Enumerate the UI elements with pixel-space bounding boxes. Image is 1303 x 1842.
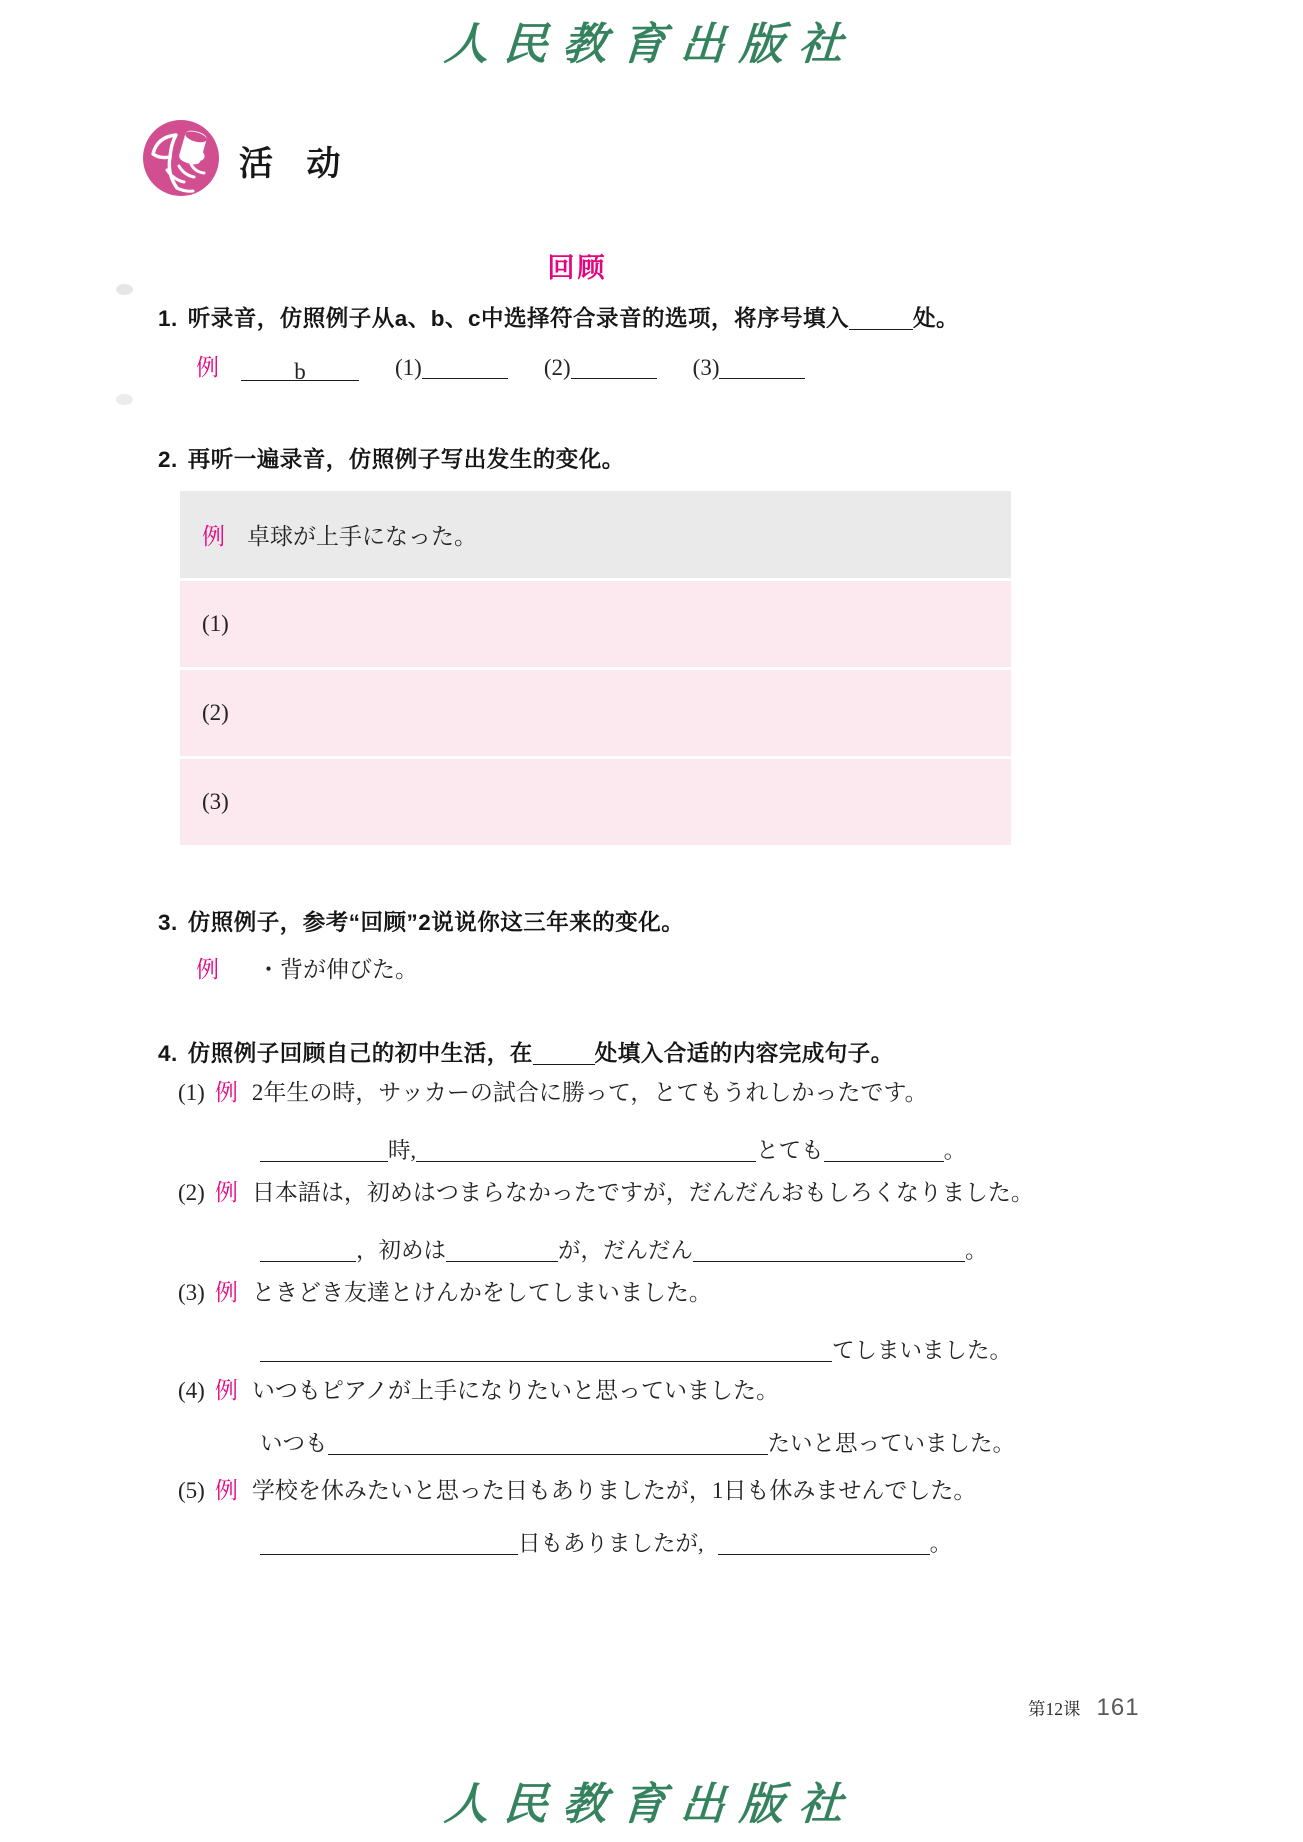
exercise1-example-answer: b — [294, 359, 306, 384]
exercise4-text-tail: 处填入合适的内容完成句子。 — [594, 1041, 894, 1066]
answer-blank — [693, 1240, 965, 1262]
exercise4-item-2-example-row — [178, 1174, 1034, 1207]
activity-section-header — [143, 120, 352, 201]
item-label: (1) — [178, 1080, 205, 1105]
example-sentence: 学校を休みたいと思った日もありましたが，1日も休みませんでした。 — [251, 1478, 977, 1503]
exercise4-item-4-answer-row — [260, 1426, 1015, 1458]
item-1-label: (1) — [395, 355, 422, 380]
exercise1-text-tail: 处。 — [913, 306, 960, 331]
item-label: (5) — [178, 1478, 205, 1503]
example-label: 例 — [214, 1378, 238, 1403]
example-sentence: ときどき友達とけんかをしてしまいました。 — [251, 1280, 712, 1305]
answer-text: てしまいました。 — [832, 1338, 1013, 1363]
answer-text: いつも — [260, 1431, 328, 1456]
exercise2-answer-box-3 — [180, 759, 1011, 845]
exercise2-answer-box-1 — [180, 581, 1011, 667]
answer-text: 。 — [943, 1138, 967, 1163]
answer-blank — [328, 1433, 768, 1455]
item-2-label: (2) — [202, 700, 229, 725]
answer-blank — [260, 1240, 356, 1262]
exercise2-answer-boxes — [180, 491, 1011, 845]
item-2-blank — [571, 357, 657, 379]
exercise4-item-5-answer-row — [260, 1526, 952, 1558]
answer-blank — [446, 1240, 558, 1262]
answer-text: 。 — [965, 1238, 988, 1263]
margin-mark — [116, 394, 133, 405]
answer-blank — [260, 1340, 832, 1362]
subsection-title: 回顾 — [547, 253, 608, 283]
exercise4-item-3-answer-row — [260, 1333, 1012, 1365]
exercise1-instruction — [158, 301, 959, 333]
exercise4-text: 仿照例子回顾自己的初中生活，在 — [187, 1041, 533, 1066]
example-label: 例 — [214, 1080, 238, 1105]
item-3-label: (3) — [202, 789, 229, 814]
item-label: (2) — [178, 1180, 205, 1205]
answer-text: ，初めは — [356, 1238, 447, 1263]
item-1-label: (1) — [202, 611, 229, 636]
exercise2-example-box — [180, 491, 1011, 578]
answer-text: とても — [756, 1138, 824, 1163]
exercise4-item-4-example-row — [178, 1372, 779, 1405]
exercise1-number: 1. — [158, 306, 178, 331]
exercise3-example-row — [196, 951, 418, 984]
exercise4-item-1-example-row — [178, 1074, 928, 1107]
exercise2-example-text: 卓球が上手になった。 — [247, 524, 477, 549]
exercise1-example-answer-blank — [241, 359, 359, 384]
answer-blank — [718, 1533, 930, 1555]
item-2-label: (2) — [543, 355, 571, 380]
page-number: 161 — [1096, 1694, 1140, 1721]
exercise1-text: 听录音，仿照例子从a、b、c中选择符合录音的选项，将序号填入 — [187, 306, 850, 331]
example-label: 例 — [214, 1280, 238, 1305]
exercise4-item-2-answer-row — [260, 1233, 988, 1265]
answer-text: たいと思っていました。 — [767, 1431, 1016, 1456]
answer-text: 。 — [929, 1531, 953, 1556]
exercise4-number: 4. — [158, 1041, 178, 1066]
exercise4-item-1-answer-row — [260, 1133, 966, 1165]
exercise2-answer-box-2 — [180, 670, 1011, 756]
exercise4-item-3-example-row — [178, 1274, 712, 1307]
example-sentence: 日本語は，初めはつまらなかったですが，だんだんおもしろくなりました。 — [251, 1180, 1034, 1205]
example-sentence: いつもピアノが上手になりたいと思っていました。 — [251, 1378, 779, 1403]
answer-blank — [260, 1140, 388, 1162]
example-label: 例 — [214, 1180, 238, 1205]
item-3-blank — [719, 357, 805, 379]
item-label: (4) — [178, 1378, 205, 1403]
answer-blank — [260, 1533, 518, 1555]
exercise1-inline-blank — [849, 308, 913, 330]
example-label: 例 — [196, 957, 219, 982]
page-footer — [1028, 1694, 1140, 1722]
example-label: 例 — [202, 524, 225, 549]
exercise2-text: 再听一遍录音，仿照例子写出发生的变化。 — [187, 447, 625, 472]
answer-text: 時, — [388, 1138, 417, 1163]
answer-text: が，だんだん — [558, 1238, 694, 1263]
exercise3-example-text: ・背が伸びた。 — [257, 957, 418, 982]
exercise3-text: 仿照例子，参考“回顾”2说说你这三年来的变化。 — [187, 910, 685, 935]
lesson-label: 第12课 — [1028, 1699, 1081, 1719]
section-title: 活 动 — [239, 145, 353, 183]
answer-blank — [416, 1140, 756, 1162]
item-3-label: (3) — [692, 355, 720, 380]
margin-mark — [116, 284, 133, 295]
example-label: 例 — [196, 355, 219, 380]
example-label: 例 — [214, 1478, 238, 1503]
item-1-blank — [422, 357, 508, 379]
item-label: (3) — [178, 1280, 205, 1305]
exercise4-instruction — [158, 1036, 894, 1068]
answer-text: 日もありましたが, — [518, 1531, 704, 1556]
exercise2-instruction — [158, 442, 625, 474]
exercise3-instruction — [158, 905, 684, 937]
publisher-calligraphy-header: 人民教育出版社 — [442, 20, 860, 69]
example-sentence: 2年生の時，サッカーの試合に勝って，とてもうれしかったです。 — [251, 1080, 928, 1105]
exercise4-inline-blank — [533, 1043, 595, 1065]
exercise3-number: 3. — [158, 910, 178, 935]
exercise1-example-row — [196, 349, 805, 382]
publisher-calligraphy-footer: 人民教育出版社 — [442, 1780, 860, 1829]
exercise4-item-5-example-row — [178, 1472, 976, 1505]
answer-blank — [824, 1140, 944, 1162]
exercise2-number: 2. — [158, 447, 178, 472]
koinobori-fish-icon — [143, 120, 219, 201]
